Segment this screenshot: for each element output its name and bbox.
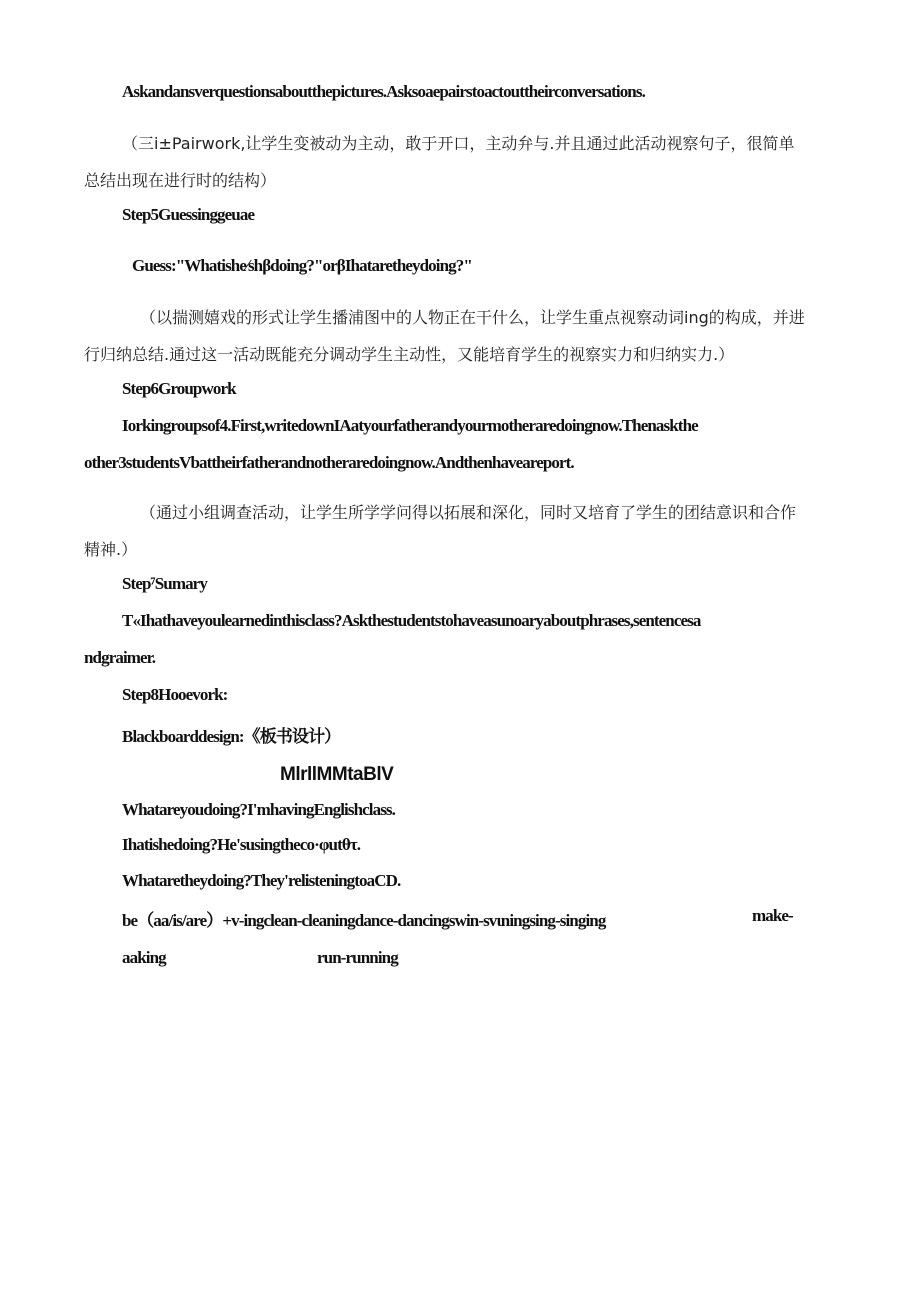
summary-line-2: ndgraimer.	[84, 648, 156, 667]
step8-heading: Step8Hooevork:	[122, 685, 228, 704]
grammar-make: make-	[752, 906, 793, 925]
blackboard-design-label: Blackboarddesign:《板书设计）	[122, 727, 341, 746]
step7-heading: Step⁷Sumary	[122, 574, 207, 593]
summary-line-1: T«Ihathaveyoulearnedinthisclass?Askthestudentstohaveasunoaryaboutphrases,sentencesa	[122, 611, 701, 630]
guess-question: Guess:"Whatishe∕shβdoing?"orβIhataretheydoing?"	[132, 256, 472, 275]
groupwork-note-line-2: 精神.）	[84, 540, 138, 559]
groupwork-line-2: other3studentsVbattheirfatherandnotheraredoingnow.Andthenhaveareport.	[84, 453, 574, 472]
pairwork-note-line-1: （三i±Pairwork,让学生变被动为主动，敢于开口，主动弁与.并且通过此活动视察句子，很简单	[122, 134, 795, 153]
activity-instruction: Askandansverquestionsaboutthepictures.Asksoaepairstoactouttheirconversations.	[122, 82, 645, 101]
blackboard-title: MlrllMMtaBlV	[280, 764, 394, 785]
groupwork-note-line-1: （通过小组调查活动，让学生所学学问得以拓展和深化，同时又培育了学生的团结意识和合作	[140, 503, 797, 522]
guess-note-line-2: 行归纳总结.通过这一活动既能充分调动学生主动性，又能培育学生的视察实力和归纳实力.）	[84, 345, 735, 364]
blackboard-sentence-2: Ihatishedoing?He'susingtheco·φutθτ.	[122, 835, 361, 854]
guess-note-line-1: （以揣测嬉戏的形式让学生播浦图中的人物正在干什么，让学生重点视察动词ing的构成，并进	[140, 308, 805, 327]
step6-heading: Step6Groupwork	[122, 379, 236, 398]
grammar-run-running: run-running	[317, 948, 398, 967]
blackboard-sentence-1: Whatareyoudoing?I'mhavingEnglishclass.	[122, 800, 395, 819]
pairwork-note-line-2: 总结出现在进行时的结构）	[84, 171, 277, 190]
blackboard-sentence-3: Whataretheydoing?They'relisteningtoaCD.	[122, 871, 401, 890]
groupwork-line-1: Iorkingroupsof4.First,writedownIAatyourfatherandyourmotheraredoingnow.Thenaskthe	[122, 416, 698, 435]
grammar-making: aaking	[122, 948, 166, 967]
step5-heading: Step5Guessinggeuae	[122, 205, 255, 224]
grammar-structure-line: be（aa/is/are）+v-ingclean-cleaningdance-dancingswin-svιningsing-singing	[122, 911, 606, 930]
